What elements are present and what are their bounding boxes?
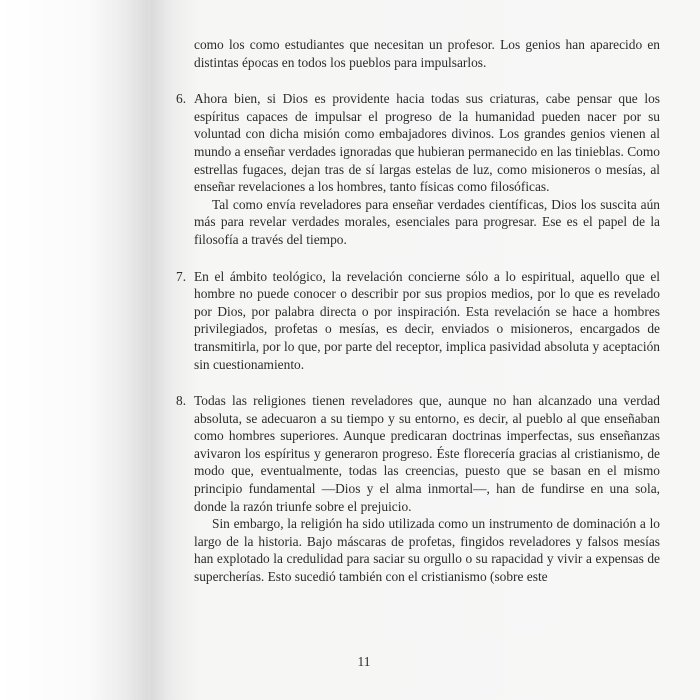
section-6-paragraph-2: Tal como envía reveladores para enseñar verdades científicas, Dios los suscita aún más para revelar verdades morales, esenciales para progresar. Ese es el papel de la filosofía a través del tiempo. <box>194 196 660 247</box>
section-8 <box>176 392 660 515</box>
section-6 <box>176 90 660 196</box>
continuation-paragraph: como los como estudiantes que necesitan un profesor. Los genios han aparecido en distintas épocas en todos los pueblos para impulsarlos. <box>194 37 660 70</box>
section-8-paragraph-1: Todas las religiones tienen reveladores que, aunque no han alcanzado una verdad absoluta, se adecuaron a su tiempo y su entorno, es decir, al pueblo al que enseñaban como hombres superiores. Aunque predicaran doctrinas imperfectas, sus enseñanzas avivaron los espíritus y generaron progreso. Éste florecería gracias al cristianismo, de modo que, eventualmente, todas las creencias, puesto que se basan en el mismo principio fundamental —Dios y el alma inmortal—, han de fundirse en una sola, donde la razón triunfe sobre el prejuicio. <box>194 393 660 514</box>
section-7-paragraph-1: En el ámbito teológico, la revelación concierne sólo a lo espiritual, aquello que el hombre no puede conocer o describir por sus propios medios, por lo que es revelado por Dios, por palabra directa o por inspiración. Esta revelación se hace a hombres privilegiados, profetas o mesías, es decir, enviados o misioneros, encargados de transmitirla, por lo que, por parte del receptor, implica pasividad absoluta y aceptación sin cuestionamiento. <box>194 268 660 372</box>
section-6-paragraph-1: Ahora bien, si Dios es providente hacia todas sus criaturas, cabe pensar que los espíritus capaces de impulsar el progreso de la humanidad pueden nacer por su voluntad con dicha misión como embajadores divinos. Los grandes genios vienen al mundo a enseñar verdades ignoradas que hubieran permanecido en las tinieblas. Como estrellas fugaces, dejan tras de sí largas estelas de luz, como misioneros o mesías, al enseñar revelaciones a los hombres, tanto físicas como filosóficas. <box>194 91 660 195</box>
section-7 <box>176 268 660 374</box>
section-number: 8. <box>176 393 187 409</box>
page-number: 11 <box>357 654 371 669</box>
section-number: 7. <box>176 268 187 284</box>
section-8-paragraph-2: Sin embargo, la religión ha sido utilizada como un instrumento de dominación a lo largo de la historia. Bajo máscaras de profetas, fingidos reveladores y falsos mesías han explotado la credulidad para saciar su orgullo o su rapacidad y vivir a expensas de supercherías. Esto sucedió también con el cristianismo (sobre este <box>194 516 660 585</box>
page-text <box>176 36 660 586</box>
section-number: 6. <box>176 91 187 107</box>
book-spine-shadow <box>0 0 160 700</box>
